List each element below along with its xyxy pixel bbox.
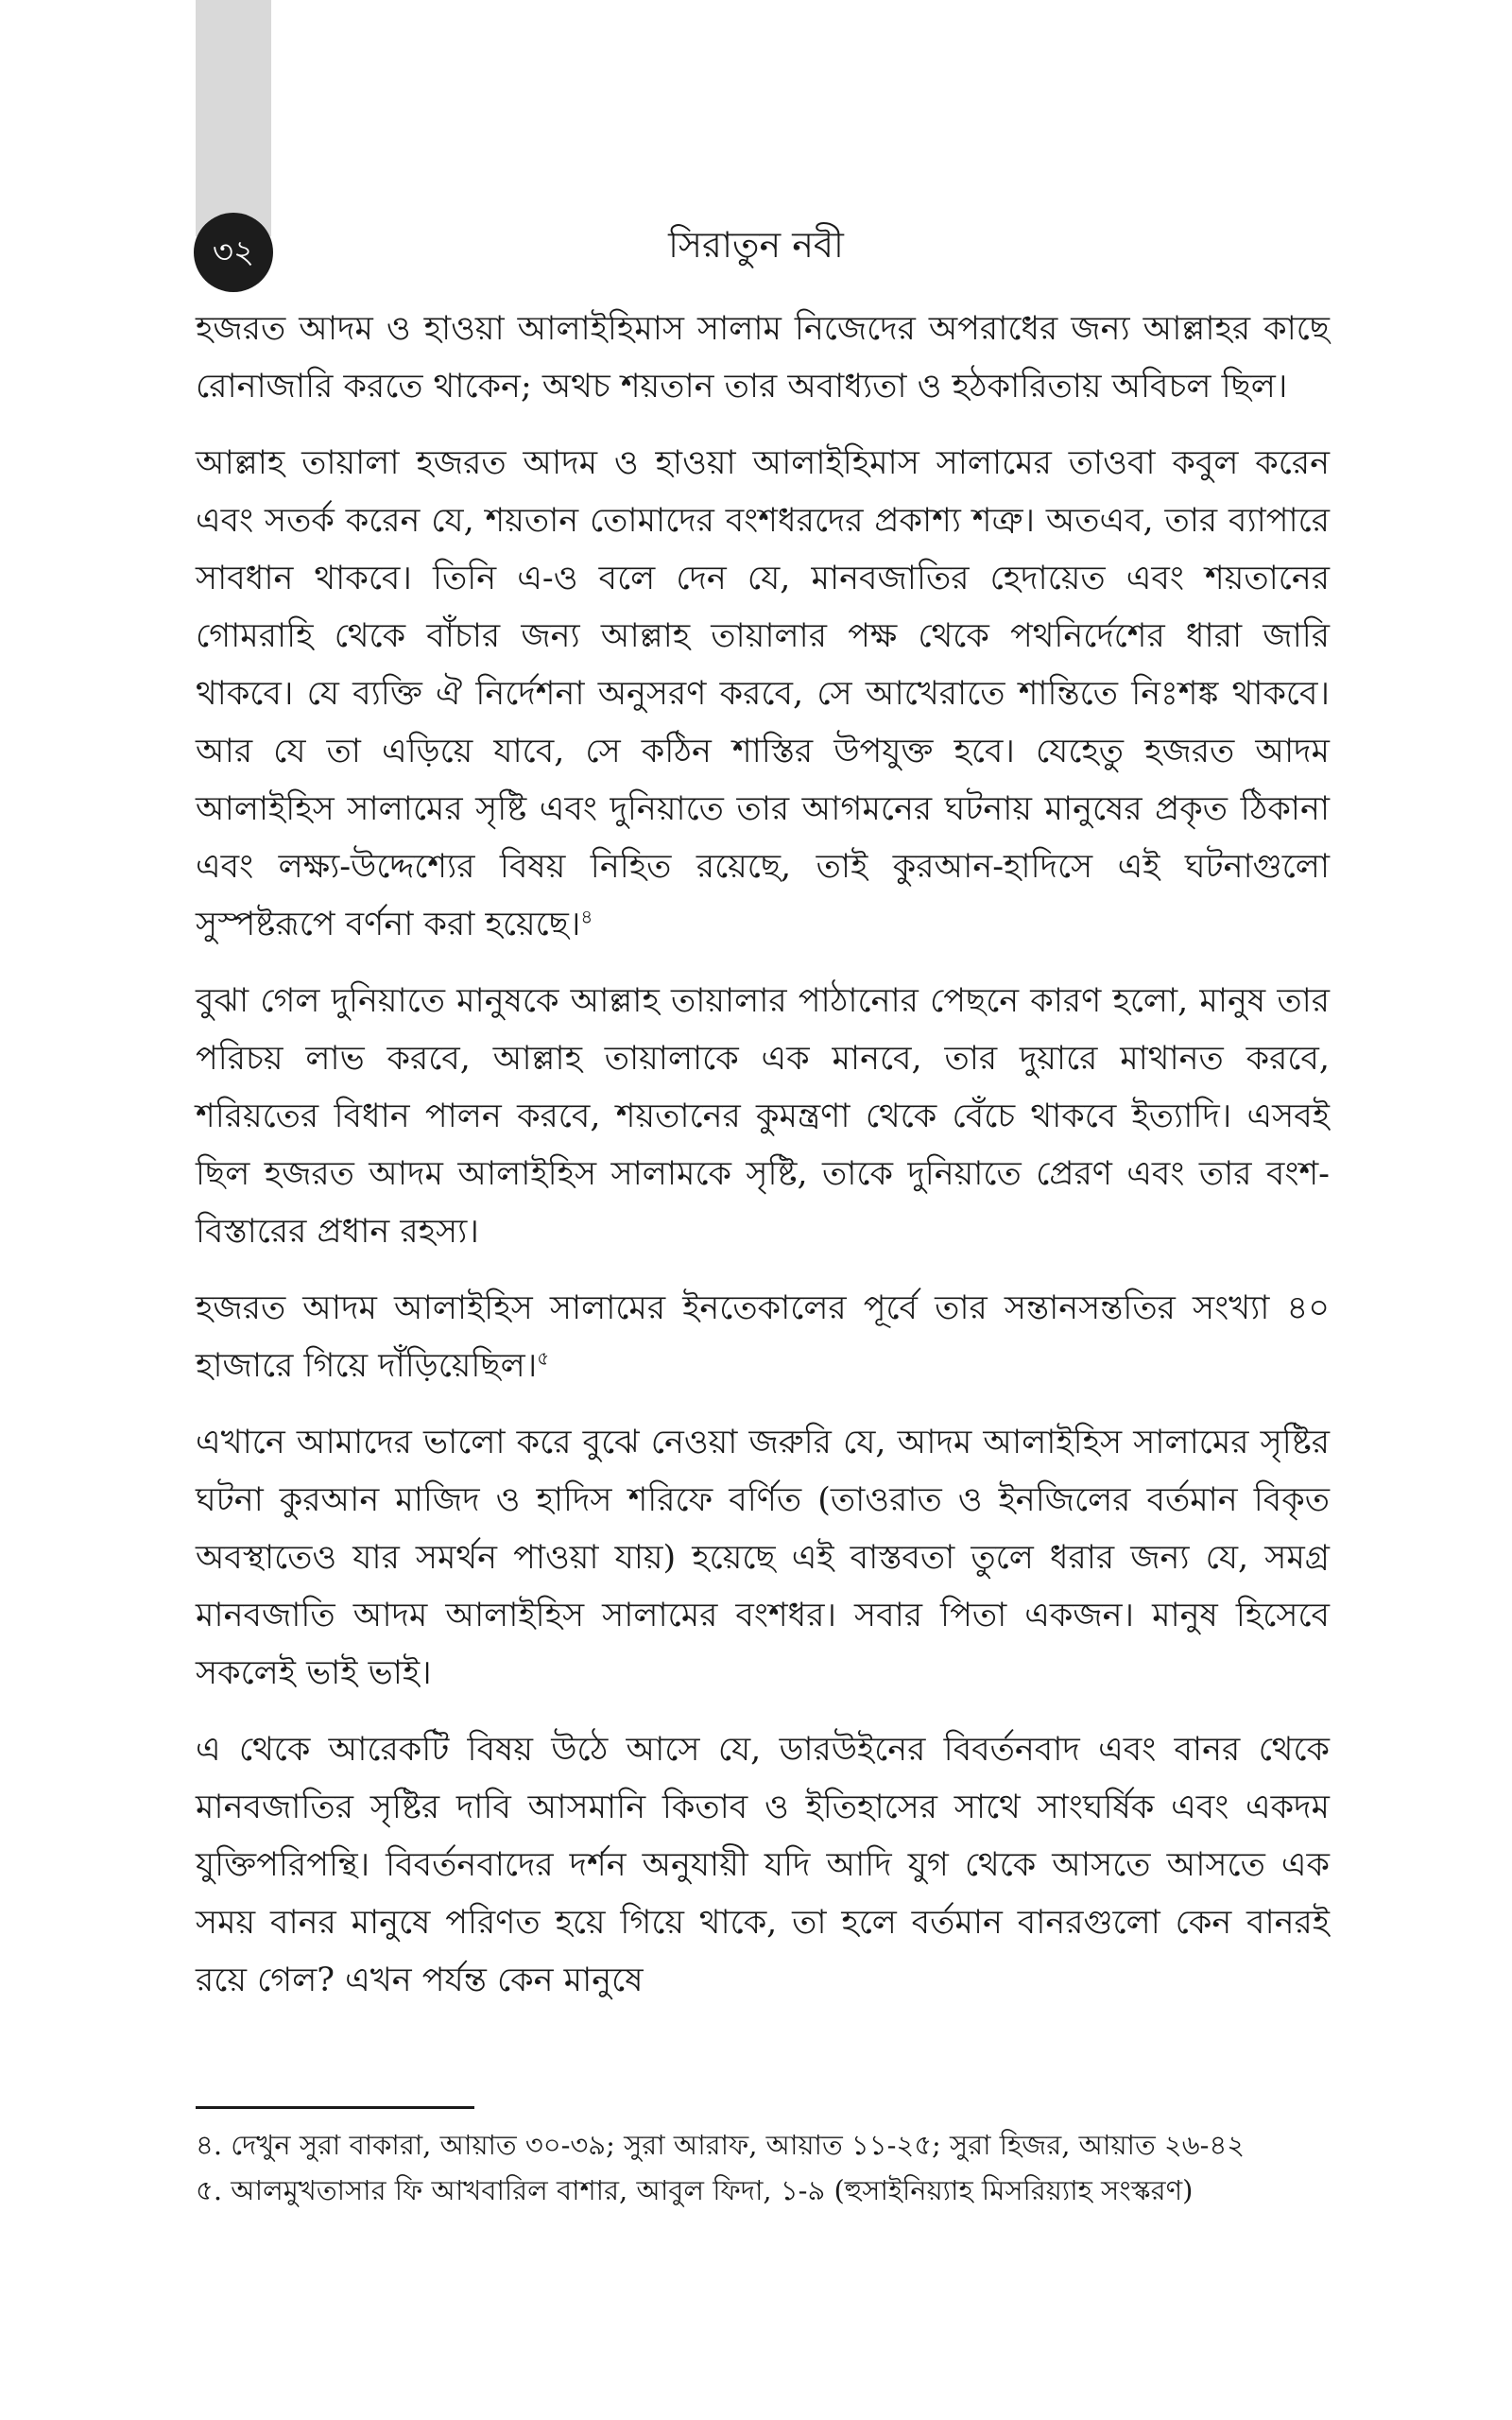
paragraph-4 bbox=[196, 1280, 1330, 1395]
footnotes bbox=[196, 2122, 1330, 2213]
paragraph-5: এখানে আমাদের ভালো করে বুঝে নেওয়া জরুরি যে, আদম আলাইহিস সালামের সৃষ্টির ঘটনা কুরআন মাজিদ ও হাদিস শরিফে বর্ণিত (তাওরাত ও ইনজিলের বর্তমান বিকৃত অবস্থাতেও যার সমর্থন পাওয়া যায়) হয়েছে এই বাস্তবতা তুলে ধরার জন্য যে, সমগ্র মানবজাতি আদম আলাইহিস সালামের বংশধর। সবার পিতা একজন। মানুষ হিসেবে সকলেই ভাই ভাই। bbox=[196, 1424, 1330, 1692]
paragraph-4-text: হজরত আদম আলাইহিস সালামের ইনতেকালের পূর্বে তার সন্তানসন্ততির সংখ্যা ৪০ হাজারে গিয়ে দাঁড়িয়েছিল। bbox=[196, 1289, 1330, 1385]
paragraph-3: বুঝা গেল দুনিয়াতে মানুষকে আল্লাহ তায়ালার পাঠানোর পেছনে কারণ হলো, মানুষ তার পরিচয় লাভ করবে, আল্লাহ তায়ালাকে এক মানবে, তার দুয়ারে মাথানত করবে, শরিয়তের বিধান পালন করবে, শয়তানের কুমন্ত্রণা থেকে বেঁচে থাকবে ইত্যাদি। এসবই ছিল হজরত আদম আলাইহিস সালামকে সৃষ্টি, তাকে দুনিয়াতে প্রেরণ এবং তার বংশ-বিস্তারের প্রধান রহস্য। bbox=[196, 982, 1330, 1251]
footnote-divider bbox=[196, 2106, 474, 2109]
footnote-ref-4: ৪ bbox=[580, 905, 593, 928]
footnote-4: ৪. দেখুন সুরা বাকারা, আয়াত ৩০-৩৯; সুরা আরাফ, আয়াত ১১-২৫; সুরা হিজর, আয়াত ২৬-৪২ bbox=[196, 2129, 1246, 2161]
body-text bbox=[196, 301, 1330, 2029]
footnote-ref-5: ৫ bbox=[537, 1346, 550, 1370]
page-tab-strip bbox=[196, 0, 271, 236]
paragraph-2-text: আল্লাহ তায়ালা হজরত আদম ও হাওয়া আলাইহিমাস সালামের তাওবা কবুল করেন এবং সতর্ক করেন যে, শয়তান তোমাদের বংশধরদের প্রকাশ্য শত্রু। অতএব, তার ব্যাপারে সাবধান থাকবে। তিনি এ-ও বলে দেন যে, মানবজাতির হেদায়েত এবং শয়তানের গোমরাহি থেকে বাঁচার জন্য আল্লাহ তায়ালার পক্ষ থেকে পথনির্দেশের ধারা জারি থাকবে। যে ব্যক্তি ঐ নির্দেশনা অনুসরণ করবে, সে আখেরাতে শান্তিতে নিঃশঙ্ক থাকবে। আর যে তা এড়িয়ে যাবে, সে কঠিন শাস্তির উপযুক্ত হবে। যেহেতু হজরত আদম আলাইহিস সালামের সৃষ্টি এবং দুনিয়াতে তার আগমনের ঘটনায় মানুষের প্রকৃত ঠিকানা এবং লক্ষ্য-উদ্দেশ্যের বিষয় নিহিত রয়েছে, তাই কুরআন-হাদিসে এই ঘটনাগুলো সুস্পষ্টরূপে বর্ণনা করা হয়েছে। bbox=[196, 444, 1330, 943]
running-title: সিরাতুন নবী bbox=[668, 224, 844, 266]
paragraph-2 bbox=[196, 435, 1330, 954]
paragraph-1: হজরত আদম ও হাওয়া আলাইহিমাস সালাম নিজেদের অপরাধের জন্য আল্লাহর কাছে রোনাজারি করতে থাকেন; অথচ শয়তান তার অবাধ্যতা ও হঠকারিতায় অবিচল ছিল। bbox=[196, 310, 1330, 406]
footnote-5: ৫. আলমুখতাসার ফি আখবারিল বাশার, আবুল ফিদা, ১-৯ (হুসাইনিয়্যাহ মিসরিয়্যাহ সংস্করণ) bbox=[196, 2174, 1194, 2206]
page-number: ৩২ bbox=[194, 213, 273, 292]
paragraph-6: এ থেকে আরেকটি বিষয় উঠে আসে যে, ডারউইনের বিবর্তনবাদ এবং বানর থেকে মানবজাতির সৃষ্টির দাবি আসমানি কিতাব ও ইতিহাসের সাথে সাংঘর্ষিক এবং একদম যুক্তিপরিপন্থি। বিবর্তনবাদের দর্শন অনুযায়ী যদি আদি যুগ থেকে আসতে আসতে এক সময় বানর মানুষে পরিণত হয়ে গিয়ে থাকে, তা হলে বর্তমান বানরগুলো কেন বানরই রয়ে গেল? এখন পর্যন্ত কেন মানুষে bbox=[196, 1731, 1330, 1999]
